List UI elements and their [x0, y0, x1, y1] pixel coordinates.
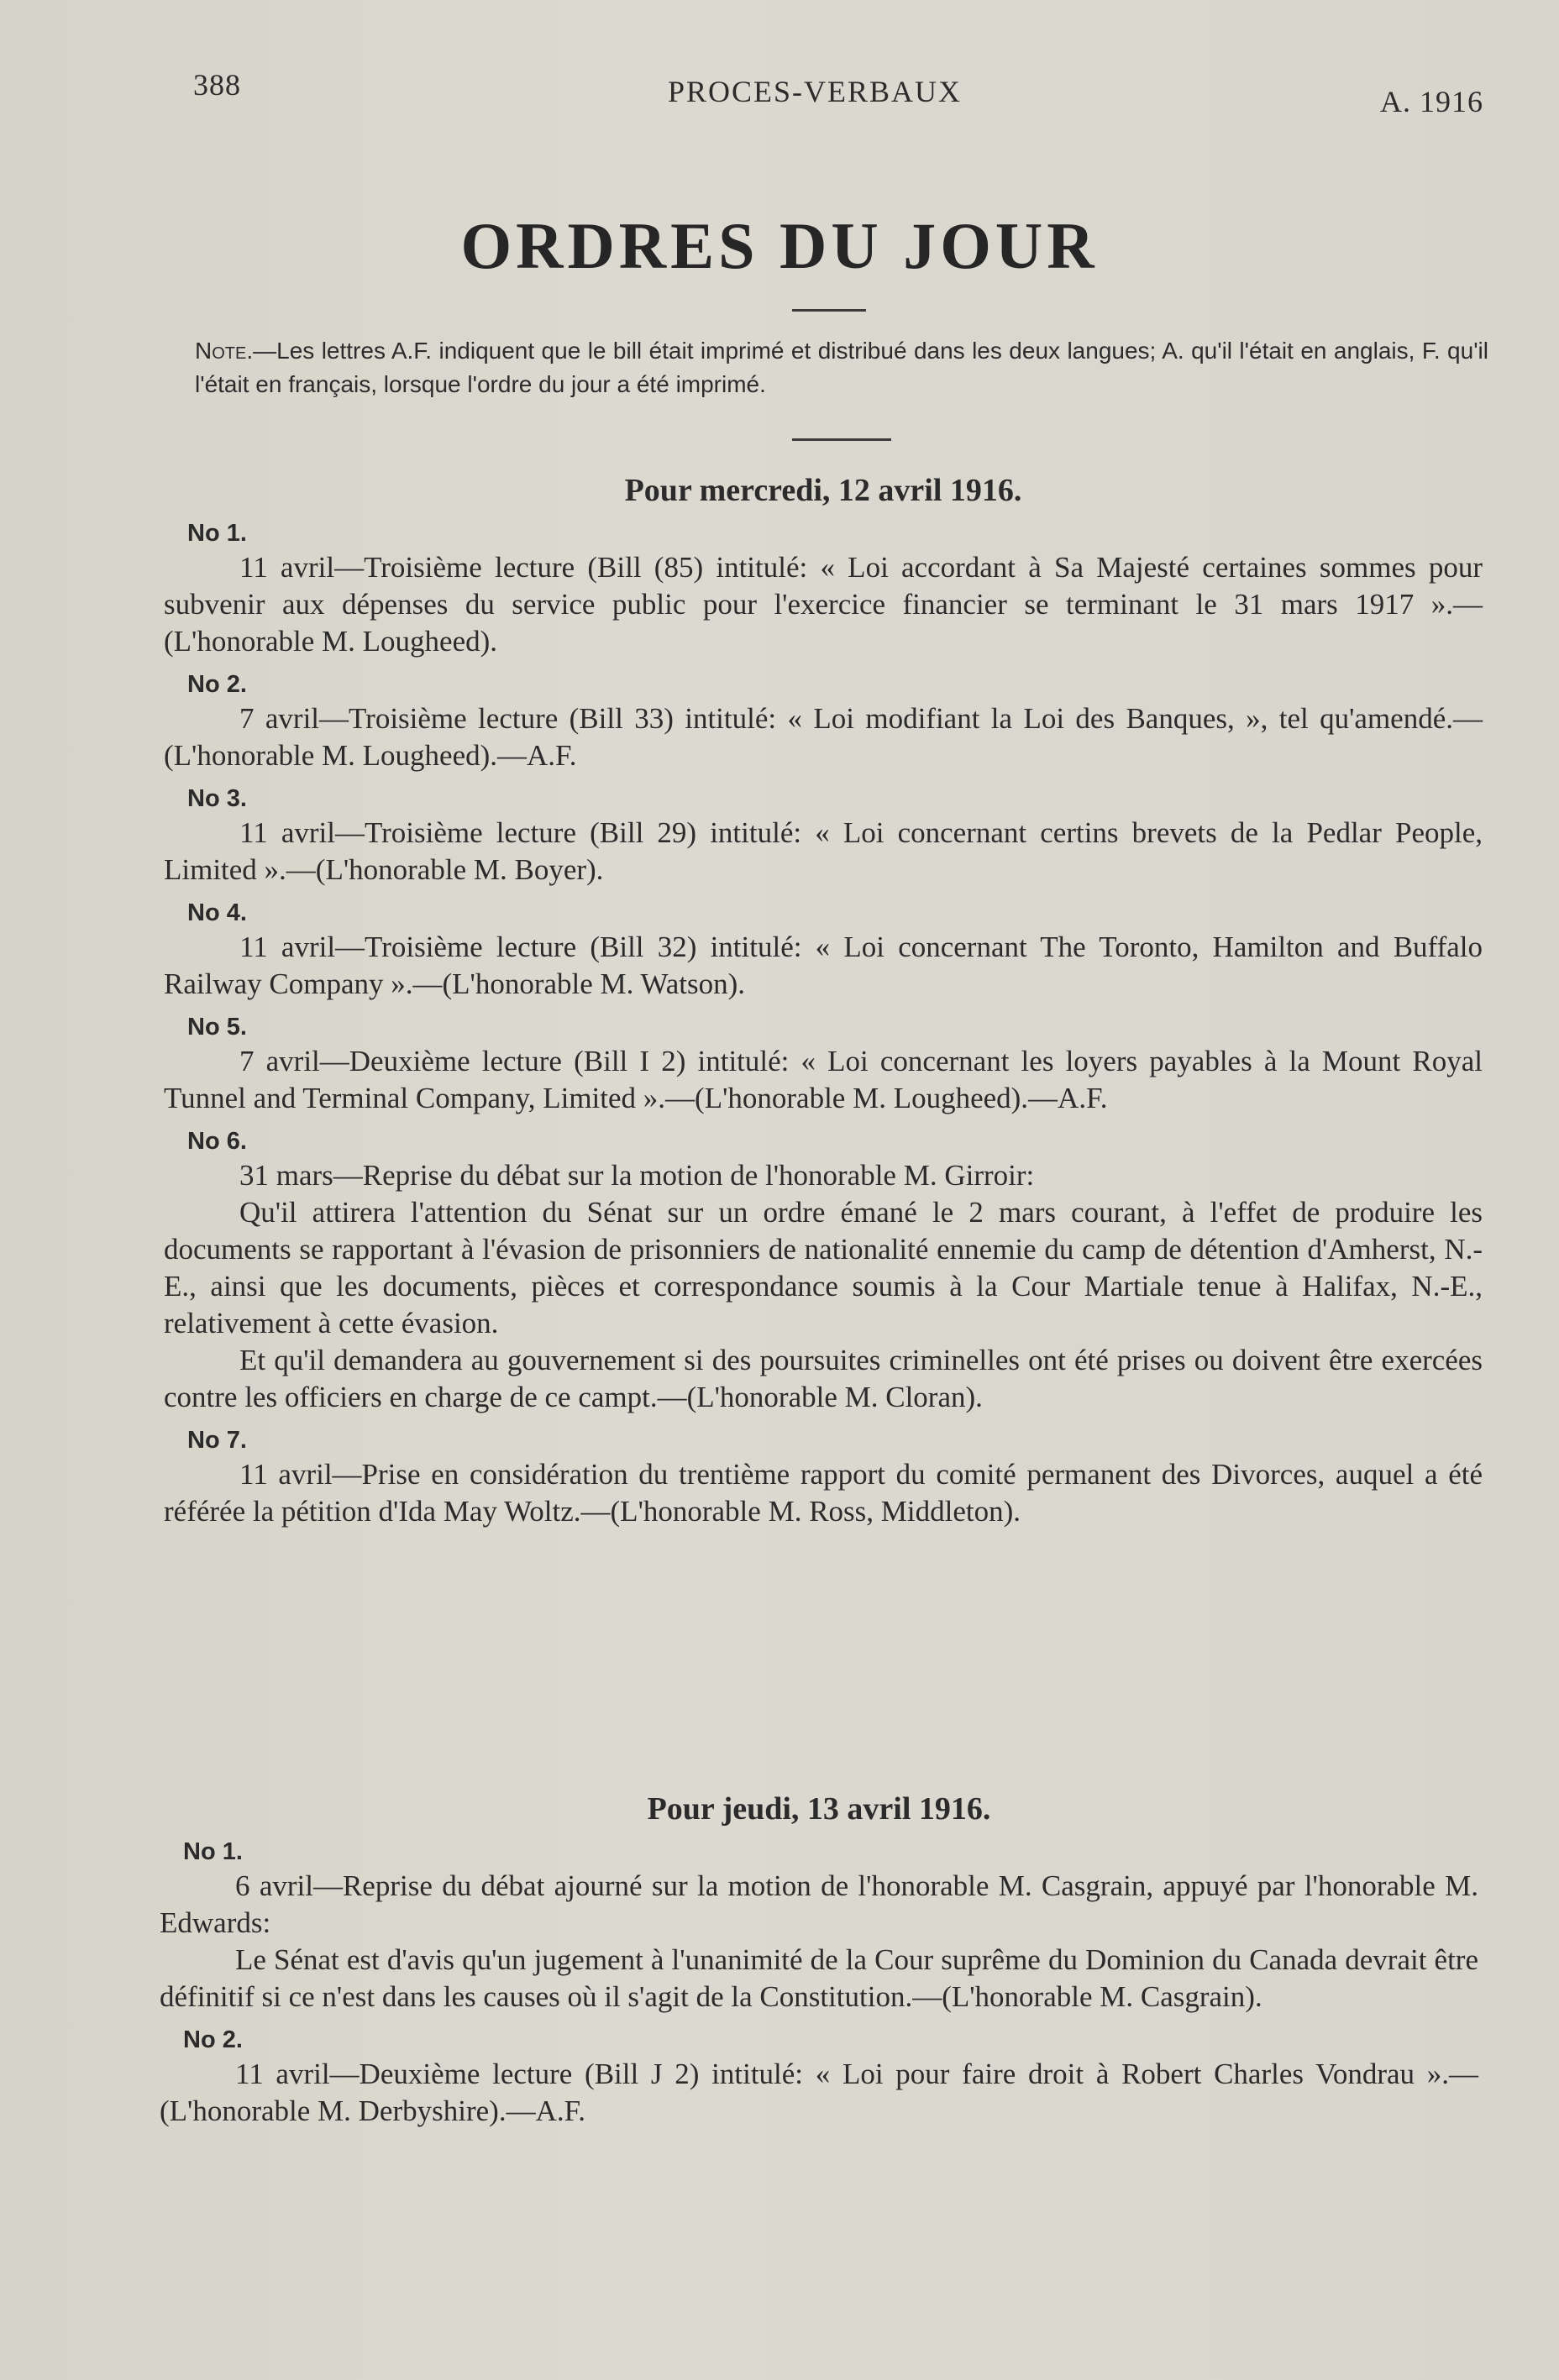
item-number: No 1.	[183, 1838, 243, 1865]
order-item	[160, 2024, 1478, 2130]
note-text: —Les lettres A.F. indiquent que le bill était imprimé et distribué dans les deux langues; A. qu'il l'était en anglais, F. qu'il l'était en français, lorsque l'ordre du jour a été imprimé.	[195, 338, 1488, 397]
item-text: 31 mars—Reprise du débat sur la motion de l'honorable M. Girroir:	[239, 1159, 1035, 1192]
item-number: No 4.	[187, 899, 247, 926]
item-text: 11 avril—Prise en considération du trentième rapport du comité permanent des Divorces, auquel a été référée la pétition d'Ida May Woltz.—(L'honorable M. Ross, Middleton).	[164, 1458, 1483, 1528]
item-text: 7 avril—Deuxième lecture (Bill I 2) intitulé: « Loi concernant les loyers payables à la Mount Royal Tunnel and Terminal Company, Limited ».—(L'honorable M. Lougheed).—A.F.	[164, 1045, 1483, 1114]
section-wednesday	[164, 472, 1483, 1539]
item-number: No 2.	[183, 2026, 243, 2053]
item-text: 7 avril—Troisième lecture (Bill 33) intitulé: « Loi modifiant la Loi des Banques, », tel qu'amendé.—(L'honorable M. Lougheed).—A.F.	[164, 702, 1483, 772]
item-number: No 2.	[187, 671, 247, 698]
note	[195, 334, 1488, 401]
running-title: PROCES-VERBAUX	[668, 75, 963, 108]
item-text: Le Sénat est d'avis qu'un jugement à l'unanimité de la Cour suprême du Dominion du Canada devrait être définitif si ce n'est dans les causes où il s'agit de la Constitution.—(L'honorable M. Casgrain).	[160, 1943, 1478, 2013]
item-text: 11 avril—Troisième lecture (Bill 29) intitulé: « Loi concernant certins brevets de la Pedlar People, Limited ».—(L'honorable M. Boyer).	[164, 816, 1483, 886]
note-label: Note.	[195, 338, 254, 364]
item-number: No 7.	[187, 1427, 247, 1454]
divider	[792, 438, 891, 441]
order-item	[164, 783, 1483, 889]
item-text: 6 avril—Reprise du débat ajourné sur la motion de l'honorable M. Casgrain, appuyé par l'honorable M. Edwards:	[160, 1869, 1478, 1939]
item-number: No 1.	[187, 520, 247, 547]
order-item	[164, 668, 1483, 774]
order-item	[164, 897, 1483, 1003]
order-item	[164, 1125, 1483, 1416]
day-heading: Pour jeudi, 13 avril 1916.	[647, 1791, 991, 1827]
day-heading: Pour mercredi, 12 avril 1916.	[624, 473, 1022, 508]
year-label: A. 1916	[1380, 85, 1483, 118]
order-item	[160, 1836, 1478, 2016]
order-item	[164, 1424, 1483, 1530]
item-number: No 5.	[187, 1014, 247, 1041]
order-item	[164, 517, 1483, 660]
section-thursday	[160, 1790, 1478, 2138]
item-text: 11 avril—Deuxième lecture (Bill J 2) intitulé: « Loi pour faire droit à Robert Charles Vondrau ».—(L'honorable M. Derbyshire).—A.F.	[160, 2058, 1478, 2127]
item-text: 11 avril—Troisième lecture (Bill 32) intitulé: « Loi concernant The Toronto, Hamilton and Buffalo Railway Company ».—(L'honorable M. Watson).	[164, 931, 1483, 1000]
order-item	[164, 1011, 1483, 1117]
item-text: 11 avril—Troisième lecture (Bill (85) intitulé: « Loi accordant à Sa Majesté certaines sommes pour subvenir aux dépenses du service public pour l'exercice financier se terminant le 31 mars 1917 ».—(L'honorable M. Lougheed).	[164, 551, 1483, 658]
divider	[792, 309, 866, 312]
item-number: No 3.	[187, 785, 247, 812]
page-title: ORDRES DU JOUR	[460, 209, 1099, 282]
page-number: 388	[193, 68, 241, 102]
running-head	[193, 67, 1483, 118]
item-text: Qu'il attirera l'attention du Sénat sur un ordre émané le 2 mars courant, à l'effet de produire les documents se rapportant à l'évasion de prisonniers de nationalité ennemie du camp de détention d'Amherst, N.-E., ainsi que les documents, pièces et correspondance soumis à la Cour Martiale tenue à Halifax, N.-E., relativement à cette évasion.	[164, 1196, 1483, 1339]
item-text: Et qu'il demandera au gouvernement si des poursuites criminelles ont été prises ou doivent être exercées contre les officiers en charge de ce campt.—(L'honorable M. Cloran).	[164, 1344, 1483, 1413]
item-number: No 6.	[187, 1128, 247, 1155]
